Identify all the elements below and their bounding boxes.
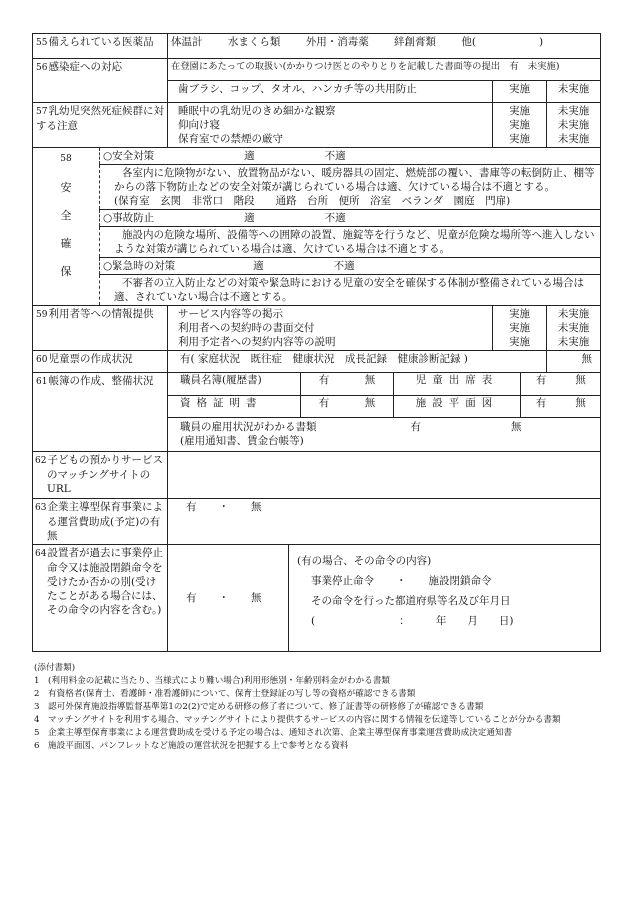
row-matching-url — [33, 451, 601, 498]
infection-line2-text: 歯ブラシ、コップ、タオル、ハンカチ等の共用防止 — [168, 81, 493, 103]
row-safety-body-3 — [33, 275, 601, 306]
emergency-title: ○緊急時の対策 適 不適 — [100, 258, 601, 275]
info-item: サービス内容等の掲示 — [178, 308, 284, 320]
note-item: 2 有資格者(保育士、看護師・准看護師)について、保育士登録証の写し等の資格が確認できる書類 — [34, 689, 416, 699]
sids-item: 睡眠中の乳幼児のきめ細かな観察 — [178, 105, 336, 117]
sids-yes-col — [493, 103, 547, 148]
row-subsidy — [33, 498, 601, 544]
info-item: 利用者への契約時の書面交付 — [178, 322, 315, 334]
child-record-label: 60児童票の作成状況 — [33, 351, 168, 373]
info-yes-col — [493, 306, 547, 351]
ledger-row: 職員名簿(履歴書) 有 無 児童出席表 有 無 — [168, 373, 600, 395]
sids-item: 保育室での禁煙の厳守 — [178, 133, 284, 145]
row-sids — [33, 103, 601, 148]
ledgers-detail — [168, 373, 601, 452]
info-label: 59利用者等への情報提供 — [33, 306, 168, 351]
sids-no: 未実施 — [557, 133, 590, 145]
infection-line2-yes: 実施 — [493, 81, 547, 103]
past-orders-yesno: 有 ・ 無 — [168, 545, 289, 651]
row-safety-title-3 — [33, 258, 601, 275]
safety-measures-title: ○安全対策 適 不適 — [100, 148, 601, 165]
emergency-body: 不審者の立入防止などの対策や緊急時における児童の安全を確保する体制が整備されている場合は適、されていない場合は不適とする。 — [100, 275, 601, 306]
ledger-item: 職員名簿(履歴書) — [168, 373, 301, 395]
medicines-label: 55備えられている医薬品 — [33, 34, 168, 59]
infection-line1: 在登園にあたっての取扱い(かかりつけ医とのやりとりを記載した書面等の提出 有 未実施) — [168, 59, 601, 81]
row-infection — [33, 59, 601, 81]
sids-yes: 実施 — [509, 133, 531, 145]
sids-yes: 実施 — [509, 105, 531, 117]
info-no: 未実施 — [557, 336, 590, 348]
info-no: 未実施 — [557, 322, 590, 334]
child-record-none: 無 — [547, 351, 601, 373]
ledgers-label: 61帳簿の作成、整備状況 — [33, 373, 168, 452]
row-safety-body-2 — [33, 227, 601, 258]
form-page — [32, 33, 600, 652]
ledger-row: 資格証明書 有 無 施設平面図 有 無 — [168, 395, 600, 417]
info-yes: 実施 — [509, 308, 531, 320]
row-safety-body-1 — [33, 165, 601, 210]
sids-item: 仰向け寝 — [178, 119, 221, 131]
infection-line2-no: 未実施 — [547, 81, 601, 103]
ledger-item: 資格証明書 — [168, 395, 301, 417]
note-item: 1 (利用料金の記載に当たり、当様式により難い場合)利用形態別・年齢別料金がわかる書類 — [34, 676, 390, 686]
past-orders-label: 64設置者が過去に事業停止命令又は施設閉鎖命令を受けたか否かの別(受けたことがある場合には、その命令の内容を含む。) — [33, 544, 168, 651]
info-no-col — [547, 306, 601, 351]
ledger-item: 施設平面図 — [394, 395, 521, 417]
sids-no-col — [547, 103, 601, 148]
info-yes: 実施 — [509, 322, 531, 334]
row-child-record — [33, 351, 601, 373]
subsidy-value: 有 ・ 無 — [168, 498, 601, 544]
notes-title: (添付書類) — [34, 663, 76, 673]
infection-label: 56感染症への対応 — [33, 59, 168, 103]
info-yes: 実施 — [509, 336, 531, 348]
sids-no: 未実施 — [557, 105, 590, 117]
sids-no: 未実施 — [557, 119, 590, 131]
info-no: 未実施 — [557, 308, 590, 320]
note-item: 5 企業主導型保育事業による運営費助成を受ける予定の場合は、通知され次第、企業主導型保育事業運営費助成決定通知書 — [34, 728, 513, 738]
row-safety-title-1 — [33, 148, 601, 165]
matching-url-value[interactable] — [168, 451, 601, 498]
accident-prevention-title: ○事故防止 適 不適 — [100, 210, 601, 227]
note-item: 4 マッチングサイトを利用する場合、マッチングサイトにより提供するサービスの内容に関する情報を伝達等していることが分かる書類 — [34, 715, 561, 725]
inspection-form-table — [32, 33, 601, 652]
row-info — [33, 306, 601, 351]
subsidy-label: 63企業主導型保育事業による運営費助成(予定)の有無 — [33, 498, 168, 544]
sids-items — [168, 103, 493, 148]
info-item: 利用予定者への契約内容等の説明 — [178, 336, 336, 348]
ledger-item: 職員の雇用状況がわかる書類 — [180, 420, 317, 433]
ledger-row: 職員の雇用状況がわかる書類 有 無 (雇用通知書、賃金台帳等) — [180, 420, 522, 447]
accident-prevention-body: 施設内の危険な場所、設備等への囲障の設置、施錠等を行うなど、児童が危険な場所等へ進入しないような対策が講じられている場合は適、欠けている場合は不適とする。 — [100, 227, 601, 258]
ledger-item: 児童出席表 — [394, 373, 521, 395]
info-items — [168, 306, 493, 351]
past-orders-content: (有の場合、その命令の内容) 事業停止命令 ・ 施設閉鎖命令 その命令を行った都道府県等名及び年月日 ( ： 年 月 日) — [297, 554, 514, 627]
row-medicines — [33, 34, 601, 59]
medicines-items: 体温計 水まくら類 外用・消毒薬 絆創膏類 他( ) — [168, 34, 601, 59]
sids-yes: 実施 — [509, 119, 531, 131]
note-item: 3 認可外保育施設指導監督基準第1の2(2)で定める研修の修了者について、修了証書等の研修修了が確認できる書類 — [34, 702, 484, 712]
past-orders-detail — [168, 544, 601, 651]
row-safety-title-2 — [33, 210, 601, 227]
row-past-orders — [33, 544, 601, 651]
matching-url-label: 62子どもの預かりサービスのマッチングサイトのURL — [33, 451, 168, 498]
attachments-notes — [34, 662, 594, 753]
safety-label: 58 安 全 確 保 — [33, 148, 100, 306]
safety-measures-body: 各室内に危険物がない、放置物品がない、暖房器具の固定、燃焼部の覆い、書庫等の転倒防止、棚等からの落下物防止などの安全対策が講じられている場合は適、欠けている場合は不適とする。 (保育室 玄関 非常口 階段 通路 台所 便所 浴室 ベランダ 園庭 門扉) — [100, 165, 601, 210]
note-item: 6 施設平面図、パンフレットなど施設の運営状況を把握する上で参考となる資料 — [34, 741, 349, 751]
child-record-value: 有( 家庭状況 既往症 健康状況 成長記録 健康診断記録 ) — [168, 351, 547, 373]
sids-label: 57乳幼児突然死症候群に対する注意 — [33, 103, 168, 148]
row-ledgers — [33, 373, 601, 452]
